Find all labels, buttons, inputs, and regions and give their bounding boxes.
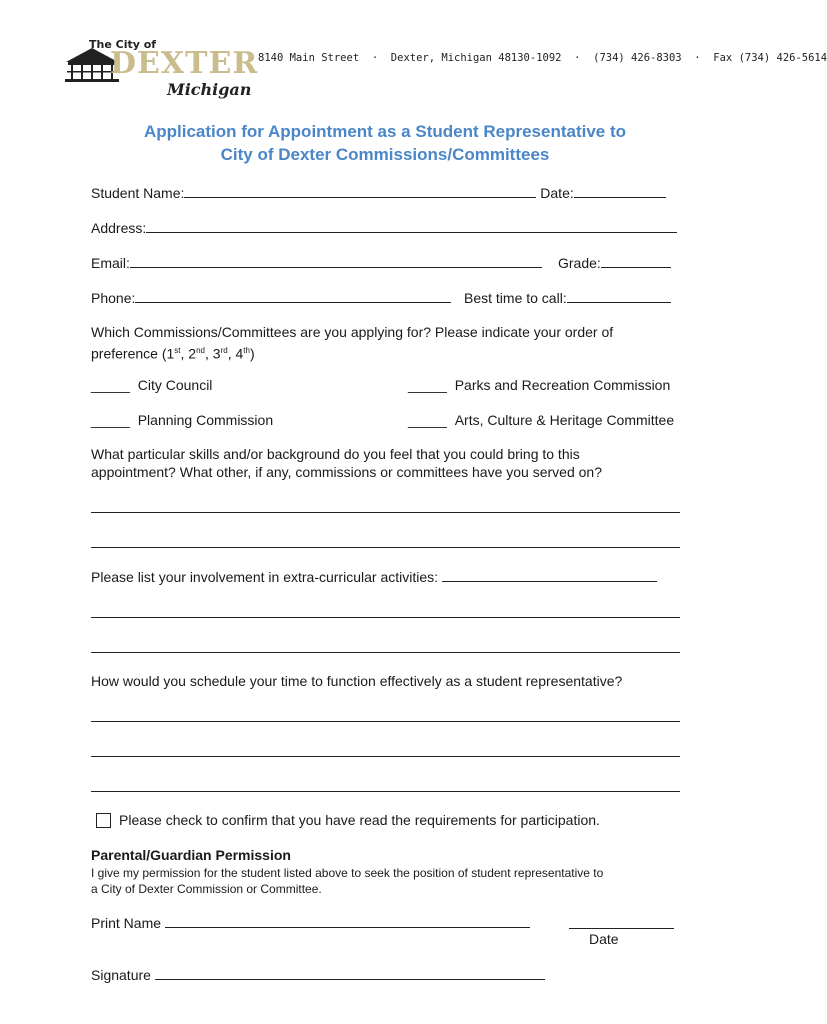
logo-main-text: DEXTER bbox=[110, 46, 259, 81]
header-contact bbox=[258, 52, 827, 64]
pref-text: ) bbox=[249, 345, 255, 362]
option-parks[interactable] bbox=[408, 377, 670, 394]
address-label: Address: bbox=[91, 220, 147, 236]
page-title-line1: Application for Appointment as a Student Representative to bbox=[143, 122, 627, 141]
option-city-council[interactable] bbox=[91, 377, 212, 394]
option-label: Parks and Recreation Commission bbox=[454, 377, 671, 393]
logo-script-text: Michigan bbox=[167, 80, 252, 99]
date-label: Date: bbox=[540, 185, 574, 201]
signature-row bbox=[91, 966, 545, 984]
address-row bbox=[91, 219, 677, 237]
option-label: Arts, Culture & Heritage Committee bbox=[454, 412, 675, 428]
option-blank[interactable]: _____ bbox=[408, 377, 447, 393]
header-city: Dexter, Michigan 48130-1092 bbox=[390, 52, 562, 64]
email-input[interactable] bbox=[130, 254, 542, 268]
parental-text-line1: I give my permission for the student listed above to seek the position of student representative to bbox=[91, 866, 604, 880]
header-fax: Fax (734) 426-5614 bbox=[713, 52, 827, 64]
skills-question-line2: appointment? What other, if any, commissions or committees have you served on? bbox=[91, 464, 602, 480]
schedule-answer-line-1[interactable] bbox=[91, 721, 680, 722]
grade-row bbox=[558, 254, 671, 272]
page-title-line2: City of Dexter Commissions/Committees bbox=[220, 145, 550, 164]
extracurricular-answer-line-1[interactable] bbox=[91, 617, 680, 618]
pref-text: preference (1 bbox=[91, 345, 175, 362]
separator: · bbox=[694, 52, 701, 64]
print-name-row bbox=[91, 914, 530, 932]
option-blank[interactable]: _____ bbox=[408, 412, 447, 428]
parental-text-line2: a City of Dexter Commission or Committee. bbox=[91, 882, 322, 896]
pref-text: , 3 bbox=[205, 345, 221, 362]
extracurricular-row bbox=[91, 568, 657, 586]
extracurricular-label: Please list your involvement in extra-curricular activities: bbox=[91, 569, 439, 585]
schedule-answer-line-3[interactable] bbox=[91, 791, 680, 792]
signature-input[interactable] bbox=[155, 966, 545, 980]
phone-input[interactable] bbox=[135, 289, 451, 303]
best-time-input[interactable] bbox=[567, 289, 671, 303]
address-input[interactable] bbox=[146, 219, 677, 233]
print-name-label: Print Name bbox=[91, 915, 162, 931]
checkbox-square-icon[interactable] bbox=[96, 813, 111, 828]
schedule-answer-line-2[interactable] bbox=[91, 756, 680, 757]
email-label: Email: bbox=[91, 255, 130, 271]
student-name-label: Student Name: bbox=[91, 185, 185, 201]
option-blank[interactable]: _____ bbox=[91, 412, 130, 428]
commissions-question-line1: Which Commissions/Committees are you applying for? Please indicate your order of bbox=[91, 324, 614, 340]
logo-top-text: The City of bbox=[89, 38, 157, 51]
parent-date-label: Date bbox=[589, 931, 619, 947]
confirm-checkbox[interactable] bbox=[96, 813, 111, 833]
skills-answer-line-2[interactable] bbox=[91, 547, 680, 548]
parent-date-input[interactable] bbox=[569, 928, 674, 929]
schedule-question: How would you schedule your time to function effectively as a student representative? bbox=[91, 673, 623, 689]
phone-row bbox=[91, 289, 451, 307]
parental-heading: Parental/Guardian Permission bbox=[91, 847, 291, 863]
phone-label: Phone: bbox=[91, 290, 136, 306]
option-blank[interactable]: _____ bbox=[91, 377, 130, 393]
print-name-input[interactable] bbox=[165, 914, 530, 928]
pref-text: , 2 bbox=[180, 345, 197, 362]
city-logo bbox=[62, 38, 259, 102]
signature-label: Signature bbox=[91, 967, 151, 983]
commissions-question-line2 bbox=[91, 342, 255, 363]
sup-rd: rd bbox=[220, 346, 228, 355]
sup-st: st bbox=[174, 346, 181, 355]
extracurricular-answer-line-2[interactable] bbox=[91, 652, 680, 653]
option-label: City Council bbox=[137, 377, 213, 393]
sup-nd: nd bbox=[196, 346, 205, 355]
student-name-row bbox=[91, 184, 666, 202]
header-address: 8140 Main Street bbox=[258, 52, 360, 64]
option-arts[interactable] bbox=[408, 412, 674, 429]
student-name-input[interactable] bbox=[184, 184, 536, 198]
header-phone: (734) 426-8303 bbox=[593, 52, 682, 64]
skills-answer-line-1[interactable] bbox=[91, 512, 680, 513]
confirm-label: Please check to confirm that you have read the requirements for participation. bbox=[119, 812, 600, 828]
option-planning[interactable] bbox=[91, 412, 273, 429]
separator: · bbox=[371, 52, 379, 64]
option-label: Planning Commission bbox=[137, 412, 274, 428]
pref-text: , 4 bbox=[227, 345, 244, 362]
date-input[interactable] bbox=[574, 184, 666, 198]
separator: · bbox=[574, 52, 581, 64]
grade-label: Grade: bbox=[558, 255, 601, 271]
skills-question-line1: What particular skills and/or background do you feel that you could bring to this bbox=[91, 446, 580, 462]
grade-input[interactable] bbox=[601, 254, 671, 268]
email-row bbox=[91, 254, 542, 272]
sup-th: th bbox=[243, 346, 250, 355]
best-time-row bbox=[464, 289, 671, 307]
extracurricular-input[interactable] bbox=[442, 568, 657, 582]
best-time-label: Best time to call: bbox=[464, 290, 567, 306]
